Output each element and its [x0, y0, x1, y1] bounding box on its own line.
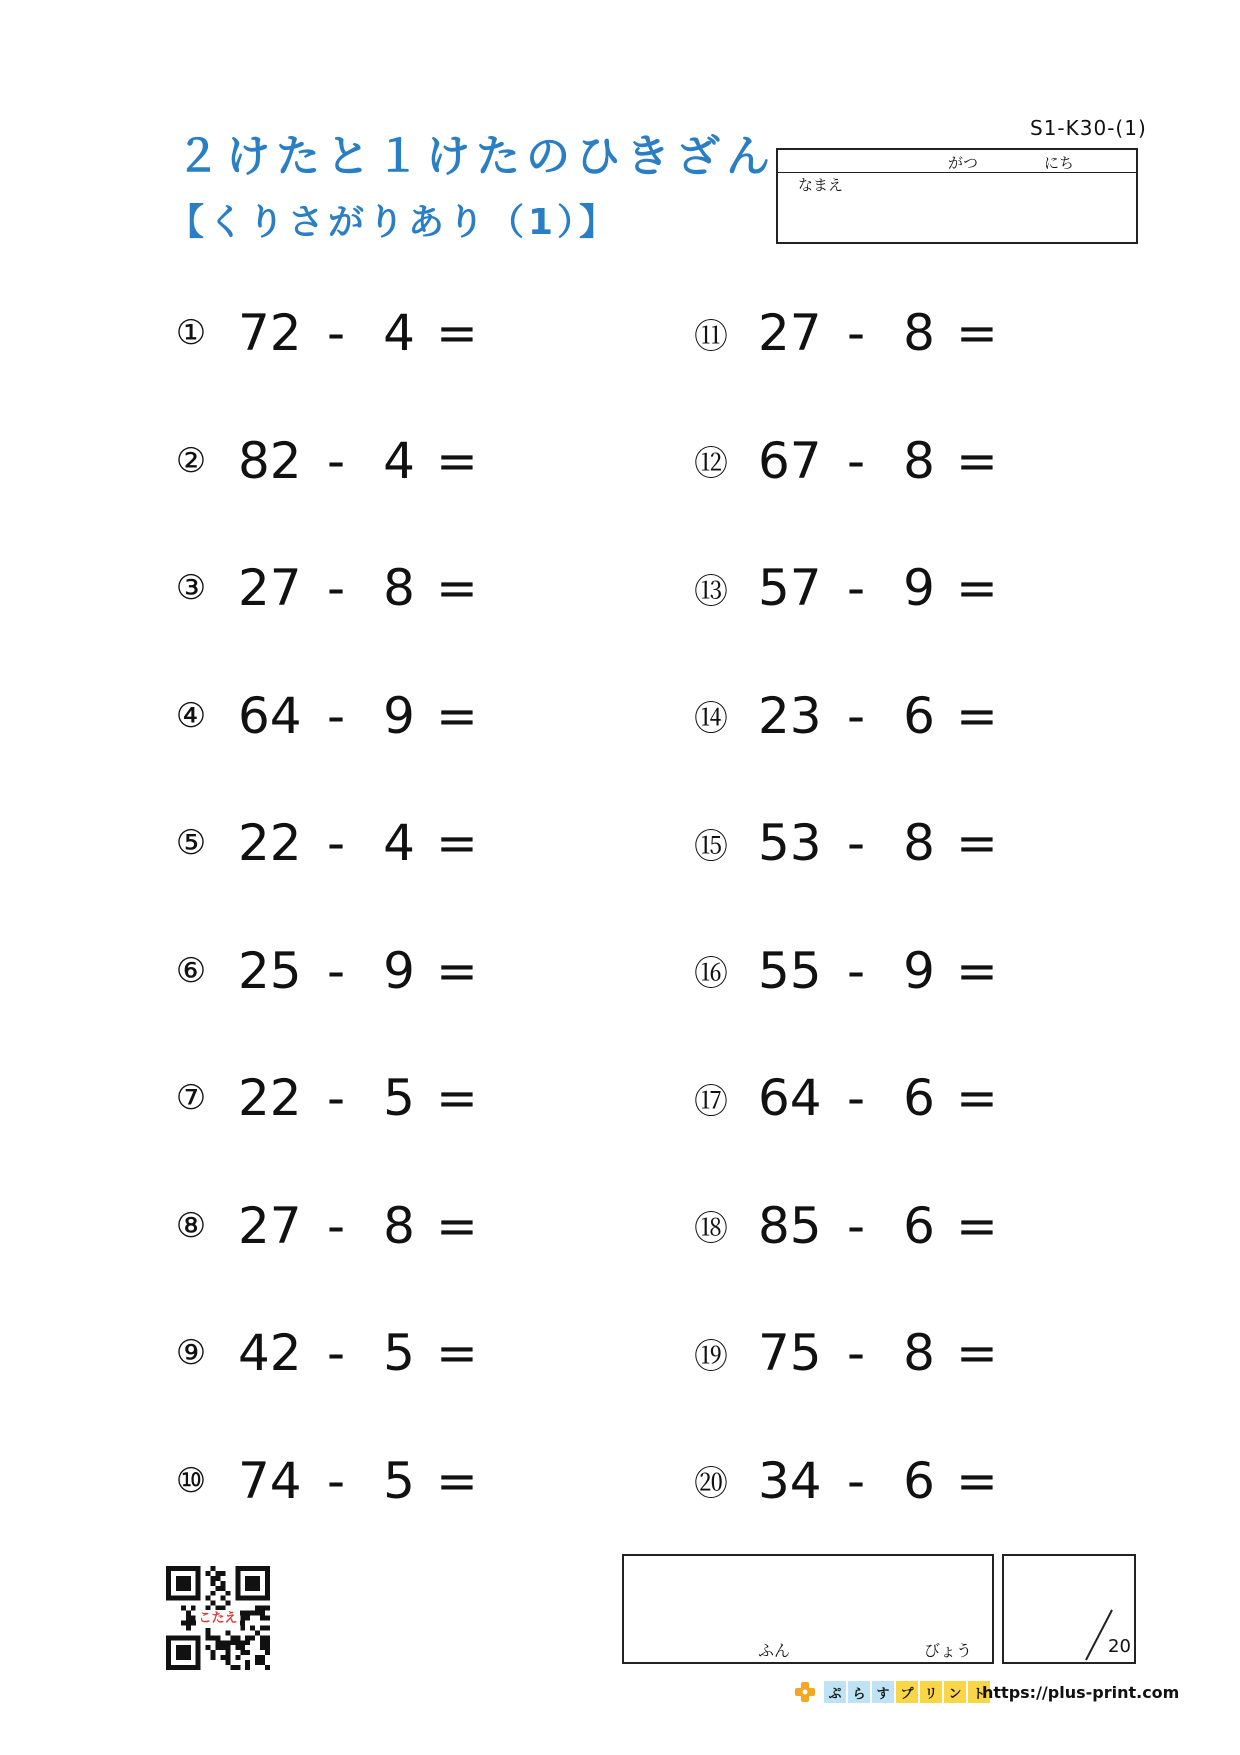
minuend: 55: [758, 941, 822, 1000]
problem-row: [676, 1446, 998, 1516]
equals-sign: =: [436, 1196, 478, 1255]
minuend: 23: [758, 686, 822, 745]
equals-sign: =: [436, 431, 478, 490]
equals-sign: =: [956, 1069, 998, 1127]
seconds-label: びょう: [924, 1641, 973, 1660]
problem-number: ⑯: [694, 954, 728, 994]
problem-row: [156, 681, 478, 751]
problem-number: ①: [175, 313, 207, 353]
equals-sign: =: [956, 686, 998, 745]
minuend: 74: [238, 1451, 302, 1510]
subtrahend: 6: [903, 686, 935, 745]
name-date-box: [776, 148, 1138, 244]
problem-row: [156, 1191, 478, 1261]
problem-row: [676, 1063, 998, 1133]
equals-sign: =: [956, 1196, 998, 1255]
equals-sign: =: [436, 686, 478, 745]
minuend: 22: [238, 1069, 302, 1127]
subtrahend: 9: [903, 559, 935, 617]
minus-sign: -: [846, 1196, 866, 1255]
minuend: 22: [238, 814, 302, 872]
minuend: 57: [758, 559, 822, 617]
problem-row: [156, 1063, 478, 1133]
minus-sign: -: [846, 941, 866, 1000]
minuend: 64: [238, 686, 302, 745]
subtrahend: 5: [383, 1324, 415, 1382]
minuend: 27: [238, 559, 302, 617]
equals-sign: =: [436, 1069, 478, 1127]
equals-sign: =: [436, 559, 478, 617]
minuend: 82: [238, 431, 302, 490]
equals-sign: =: [956, 431, 998, 490]
month-label: がつ: [948, 154, 979, 172]
equals-sign: =: [956, 814, 998, 872]
subtrahend: 8: [383, 1196, 415, 1255]
minus-sign: -: [326, 686, 346, 745]
problem-row: [156, 298, 478, 368]
equals-sign: =: [956, 1324, 998, 1382]
equals-sign: =: [436, 1451, 478, 1510]
problem-row: [676, 426, 998, 496]
minus-sign: -: [326, 1324, 346, 1382]
problem-number: ⑨: [175, 1333, 207, 1373]
minuend: 42: [238, 1324, 302, 1382]
worksheet-title: ２けたと１けたのひきざん: [176, 131, 776, 182]
problem-number: ⑳: [694, 1464, 728, 1504]
equals-sign: =: [436, 941, 478, 1000]
problem-row: [676, 808, 998, 878]
problem-row: [676, 553, 998, 623]
problem-number: ⑲: [694, 1336, 728, 1377]
minuend: 85: [758, 1196, 822, 1255]
logo-char: プ: [896, 1681, 918, 1703]
subtrahend: 8: [383, 559, 415, 617]
minuend: 67: [758, 431, 822, 490]
minus-sign: -: [326, 941, 346, 1000]
subtrahend: 8: [903, 304, 935, 362]
subtrahend: 8: [903, 431, 935, 490]
minus-sign: -: [846, 431, 866, 490]
logo-char: す: [872, 1681, 894, 1703]
problem-number: ⑰: [694, 1081, 728, 1122]
problem-number: ⑦: [175, 1078, 207, 1118]
problem-row: [156, 936, 478, 1006]
logo-char: ら: [848, 1681, 870, 1703]
minus-sign: -: [326, 1196, 346, 1255]
problem-number: ⑭: [694, 699, 728, 739]
problem-row: [676, 298, 998, 368]
minuend: 64: [758, 1069, 822, 1127]
minuend: 27: [758, 304, 822, 362]
equals-sign: =: [436, 814, 478, 872]
equals-sign: =: [956, 941, 998, 1000]
subtrahend: 4: [383, 304, 415, 362]
worksheet-code: S1-K30-(1): [1030, 116, 1147, 140]
problem-number: ⑮: [694, 826, 728, 867]
minuend: 25: [238, 941, 302, 1000]
problem-row: [156, 553, 478, 623]
problem-number: ⑧: [175, 1205, 207, 1246]
minuend: 72: [238, 304, 302, 362]
minutes-label: ふん: [758, 1641, 791, 1660]
minus-sign: -: [846, 1069, 866, 1127]
subtrahend: 9: [903, 941, 935, 1000]
logo-char: ン: [944, 1681, 966, 1703]
subtrahend: 4: [383, 814, 415, 872]
minus-sign: -: [846, 559, 866, 617]
problem-number: ④: [175, 695, 207, 736]
subtrahend: 6: [903, 1451, 935, 1510]
logo-char: ト: [968, 1681, 990, 1703]
minuend: 75: [758, 1324, 822, 1382]
minus-sign: -: [326, 1451, 346, 1510]
subtrahend: 9: [383, 941, 415, 1000]
logo-char: ぷ: [824, 1681, 846, 1703]
worksheet-subtitle: 【くりさがりあり（1）】: [168, 202, 620, 243]
equals-sign: =: [956, 1451, 998, 1510]
problem-row: [676, 1191, 998, 1261]
problem-number: ⑩: [175, 1460, 207, 1501]
plus-print-logo: [792, 1680, 990, 1704]
problem-row: [676, 936, 998, 1006]
subtrahend: 5: [383, 1069, 415, 1127]
problem-row: [156, 1318, 478, 1388]
name-label: なまえ: [798, 176, 844, 194]
minus-sign: -: [846, 686, 866, 745]
equals-sign: =: [956, 304, 998, 362]
minus-sign: -: [846, 1451, 866, 1510]
equals-sign: =: [436, 304, 478, 362]
subtrahend: 8: [903, 1324, 935, 1382]
problem-number: ⑫: [694, 444, 728, 484]
problem-number: ⑤: [175, 823, 207, 863]
minus-sign: -: [846, 814, 866, 872]
problem-row: [156, 426, 478, 496]
equals-sign: =: [956, 559, 998, 617]
minus-sign: -: [326, 559, 346, 617]
subtrahend: 4: [383, 431, 415, 490]
site-url[interactable]: https://plus-print.com: [982, 1683, 1180, 1702]
minus-sign: -: [326, 814, 346, 872]
problem-number: ③: [175, 568, 207, 608]
minuend: 53: [758, 814, 822, 872]
problem-number: ②: [175, 440, 207, 481]
equals-sign: =: [436, 1324, 478, 1382]
problem-row: [156, 808, 478, 878]
score-total: 20: [1108, 1636, 1131, 1657]
minus-sign: -: [326, 431, 346, 490]
minuend: 34: [758, 1451, 822, 1510]
minus-sign: -: [846, 304, 866, 362]
problem-row: [676, 681, 998, 751]
minus-sign: -: [326, 304, 346, 362]
day-label: にち: [1044, 154, 1075, 172]
score-box: [1002, 1554, 1136, 1664]
subtrahend: 6: [903, 1196, 935, 1255]
problem-row: [676, 1318, 998, 1388]
minus-sign: -: [846, 1324, 866, 1382]
qr-answer-label: こたえ: [196, 1610, 240, 1628]
problem-row: [156, 1446, 478, 1516]
subtrahend: 6: [903, 1069, 935, 1127]
minus-sign: -: [326, 1069, 346, 1127]
problem-number: ⑱: [694, 1209, 728, 1249]
problem-number: ⑪: [694, 316, 728, 357]
subtrahend: 8: [903, 814, 935, 872]
problem-number: ⑬: [694, 571, 728, 612]
subtrahend: 9: [383, 686, 415, 745]
time-box: [622, 1554, 994, 1664]
problem-number: ⑥: [175, 950, 207, 991]
minuend: 27: [238, 1196, 302, 1255]
subtrahend: 5: [383, 1451, 415, 1510]
logo-mark-icon: [792, 1681, 818, 1703]
logo-char: リ: [920, 1681, 942, 1703]
